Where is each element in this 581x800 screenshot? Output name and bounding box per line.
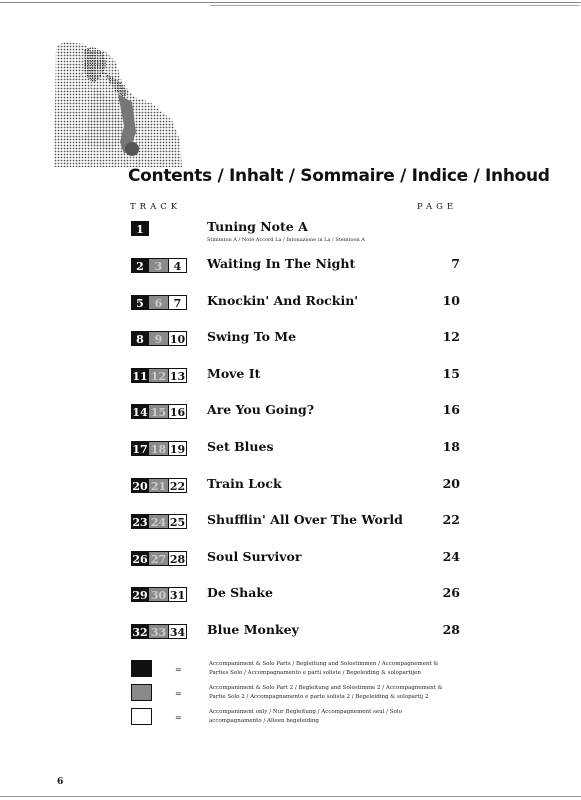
song-title: Move It	[207, 366, 261, 381]
song-page: 28	[442, 622, 460, 637]
page-column-header: PAGE	[417, 202, 458, 212]
track-badges	[131, 368, 187, 385]
song-title: Set Blues	[207, 439, 274, 454]
track-badges	[131, 258, 187, 275]
track-badge-solo2: 27	[150, 553, 167, 566]
song-title: Shufflin' All Over The World	[207, 512, 403, 527]
track-badges	[131, 478, 187, 495]
top-rule-secondary	[210, 5, 580, 6]
song-row	[0, 295, 581, 315]
legend-equals: =	[175, 713, 182, 722]
song-page: 10	[442, 293, 460, 308]
track-badge-accompaniment: 34	[169, 626, 186, 639]
track-badge-full: 17	[132, 443, 148, 456]
song-page: 12	[442, 329, 460, 344]
song-title: Tuning Note A	[207, 219, 308, 234]
track-badge-full: 2	[131, 258, 149, 273]
track-badges	[131, 624, 187, 641]
song-page: 18	[442, 439, 460, 454]
song-row	[0, 404, 581, 424]
legend-equals: =	[175, 665, 182, 674]
song-page: 20	[442, 476, 460, 491]
song-page: 7	[451, 256, 460, 271]
legend-text: Accompaniment only / Nur Begleitung / Accompagnement seul / Solo accompagnamento / Alleen begeleiding	[209, 709, 402, 724]
song-row	[0, 551, 581, 571]
track-badge-solo2: 9	[149, 331, 168, 346]
track-badge-solo2: 12	[150, 370, 167, 383]
saxophone-player-illustration	[54, 42, 184, 167]
song-title: Are You Going?	[207, 402, 315, 417]
track-badge-full: 23	[132, 516, 148, 529]
song-row	[0, 331, 581, 351]
song-page: 26	[442, 585, 460, 600]
track-badges	[131, 441, 187, 458]
song-page: 24	[442, 549, 460, 564]
track-badge-solo2: 6	[149, 295, 168, 310]
page-number: 6	[57, 777, 64, 787]
track-badges	[131, 514, 187, 531]
track-badge-accompaniment: 10	[169, 333, 186, 346]
track-badge-solo2: 18	[150, 443, 167, 456]
track-badge-accompaniment: 7	[168, 295, 187, 310]
track-badge-accompaniment: 13	[169, 370, 186, 383]
track-badges	[131, 551, 187, 568]
track-badge-full: 29	[132, 589, 148, 602]
track-badge-full: 1	[131, 221, 149, 236]
track-badge-full: 11	[132, 370, 148, 383]
track-badge-accompaniment: 22	[169, 480, 186, 493]
track-badges	[131, 221, 149, 238]
song-title: Swing To Me	[207, 329, 297, 344]
track-badge-full: 14	[132, 406, 148, 419]
legend-text: Accompaniment & Solo Parts / Begleitung and Solostimmen / Accompagnement & Parties Solo / Accompagnamento e parti soliste / Begeleiding & solopartijen	[209, 661, 439, 676]
song-row	[0, 258, 581, 278]
track-badge-solo2: 33	[150, 626, 167, 639]
song-title: Waiting In The Night	[207, 256, 356, 271]
track-badges	[131, 404, 187, 421]
track-badge-accompaniment: 4	[168, 258, 187, 273]
track-badge-accompaniment: 31	[169, 589, 186, 602]
page-title: Contents / Inhalt / Sommaire / Indice / Inhoud	[128, 166, 550, 186]
track-badge-accompaniment: 28	[169, 553, 186, 566]
track-badge-solo2: 3	[149, 258, 168, 273]
song-row	[0, 624, 581, 644]
song-row	[0, 478, 581, 498]
track-badge-full: 8	[131, 331, 149, 346]
track-badge-solo2: 24	[150, 516, 167, 529]
song-page: 22	[442, 512, 460, 527]
song-page: 16	[442, 402, 460, 417]
tuning-row	[0, 221, 581, 241]
legend-swatch-full	[131, 660, 152, 677]
track-badge-accompaniment: 25	[169, 516, 186, 529]
song-title: De Shake	[207, 585, 273, 600]
song-title: Train Lock	[207, 476, 282, 491]
track-badge-solo2: 21	[150, 480, 167, 493]
song-title: Blue Monkey	[207, 622, 299, 637]
tuning-subtitle: Stimmton A / Note Accord La / Intonazione in La / Stemtoon A	[207, 237, 365, 243]
track-badge-solo2: 15	[150, 406, 167, 419]
track-badge-accompaniment: 16	[169, 406, 186, 419]
track-badge-accompaniment: 19	[169, 443, 186, 456]
track-badge-solo2: 30	[150, 589, 167, 602]
track-badges	[131, 587, 187, 604]
song-title: Knockin' And Rockin'	[207, 293, 359, 308]
top-rule	[0, 2, 581, 3]
song-row	[0, 587, 581, 607]
track-badge-full: 20	[132, 480, 148, 493]
legend-swatch-accompaniment	[131, 708, 152, 725]
legend-text: Accompaniment & Solo Part 2 / Begleitung and Solostimme 2 / Accompagnement & Partie Solo 2 / Accompagnamento e parte solista 2 / Begeleiding & solopartij 2	[209, 685, 443, 700]
track-column-header: TRACK	[130, 202, 182, 212]
song-row	[0, 514, 581, 534]
song-row	[0, 441, 581, 461]
song-page: 15	[442, 366, 460, 381]
legend-swatch-solo2	[131, 684, 152, 701]
bottom-rule	[0, 796, 581, 797]
track-badges	[131, 331, 187, 348]
song-title: Soul Survivor	[207, 549, 302, 564]
track-badge-full: 26	[132, 553, 148, 566]
legend-equals: =	[175, 689, 182, 698]
track-badge-full: 32	[132, 626, 148, 639]
track-badge-full: 5	[131, 295, 149, 310]
track-badges	[131, 295, 187, 312]
song-row	[0, 368, 581, 388]
